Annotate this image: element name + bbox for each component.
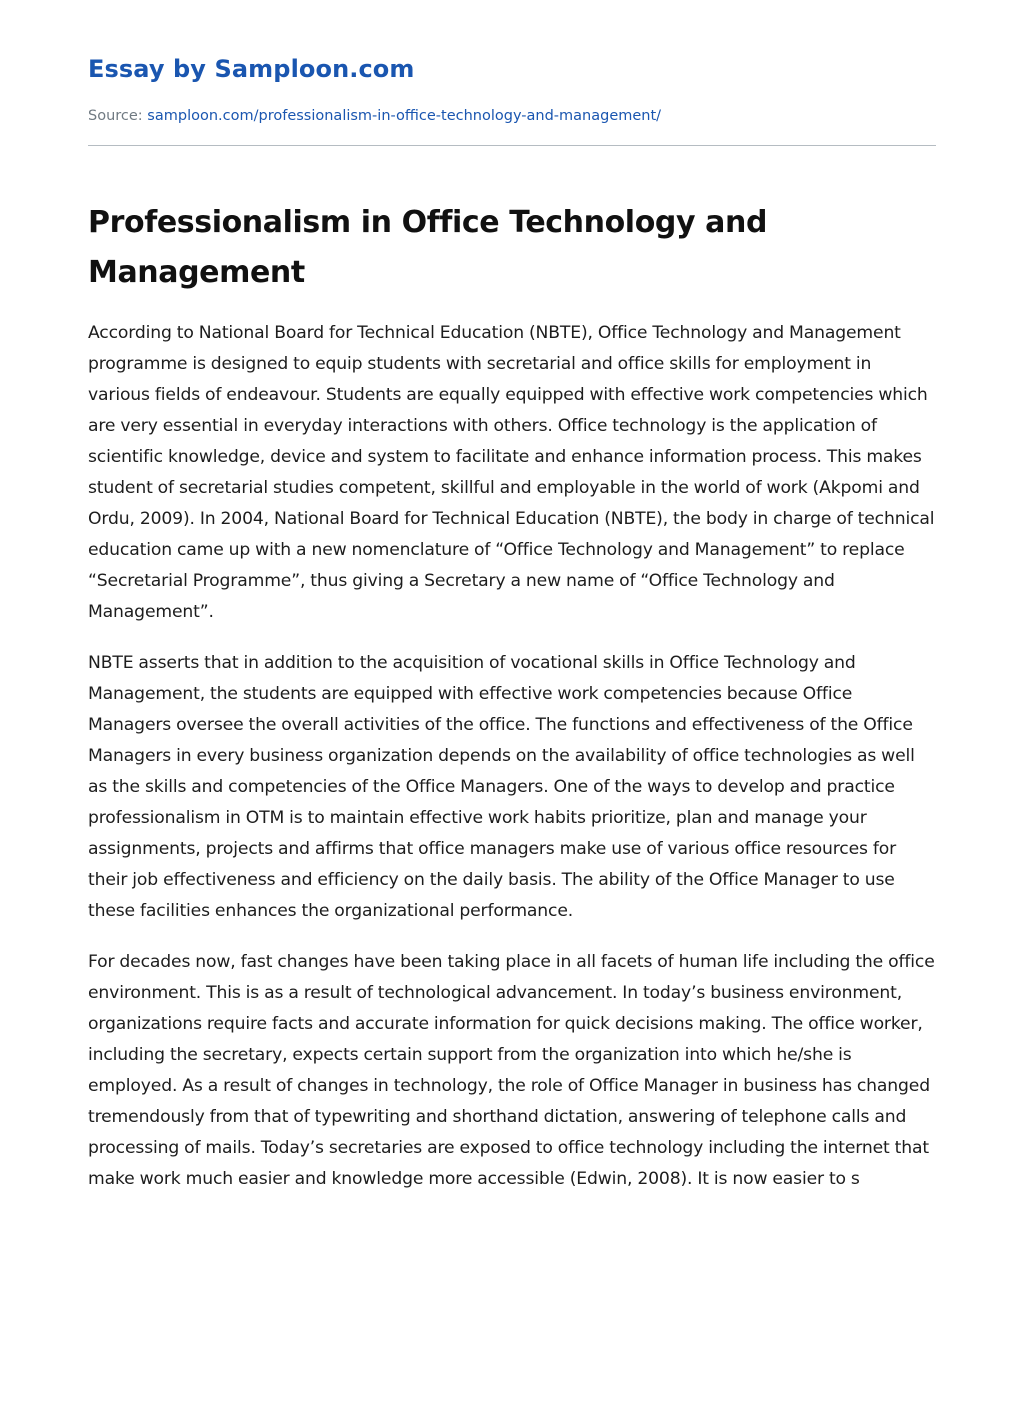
essay-body xyxy=(88,318,936,1215)
essay-paragraph-3: For decades now, fast changes have been taking place in all facets of human life including the office environment. This is as a result of technological advancement. In today’s business environment, organizations require facts and accurate information for quick decisions making. The office worker, including the secretary, expects certain support from the organization into which he/she is employed. As a result of changes in technology, the role of Office Manager in business has changed tremendously from that of typewriting and shorthand dictation, answering of telephone calls and processing of mails. Today’s secretaries are exposed to office technology including the internet that make work much easier and knowledge more accessible (Edwin, 2008). It is now easier to s xyxy=(88,952,935,1189)
source-label: Source: xyxy=(88,108,143,124)
essay-paragraph-1: According to National Board for Technical Education (NBTE), Office Technology and Management programme is designed to equip students with secretarial and office skills for employment in various fields of endeavour. Students are equally equipped with effective work competencies which are very essential in everyday interactions with others. Office technology is the application of scientific knowledge, device and system to facilitate and enhance information process. This makes student of secretarial studies competent, skillful and employable in the world of work (Akpomi and Ordu, 2009). In 2004, National Board for Technical Education (NBTE), the body in charge of technical education came up with a new nomenclature of “Office Technology and Management” to replace “Secretarial Programme”, thus giving a Secretary a new name of “Office Technology and Management”. xyxy=(88,323,935,622)
source-link[interactable]: samploon.com/professionalism-in-office-technology-and-management/ xyxy=(147,108,662,124)
header-divider xyxy=(88,145,936,146)
source-line xyxy=(88,105,661,127)
essay-paragraph-2: NBTE asserts that in addition to the acquisition of vocational skills in Office Technology and Management, the students are equipped with effective work competencies because Office Managers oversee the overall activities of the office. The functions and effectiveness of the Office Managers in every business organization depends on the availability of office technologies as well as the skills and competencies of the Office Managers. One of the ways to develop and practice professionalism in OTM is to maintain effective work habits prioritize, plan and manage your assignments, projects and affirms that office managers make use of various office resources for their job effectiveness and efficiency on the daily basis. The ability of the Office Manager to use these facilities enhances the organizational performance. xyxy=(88,653,915,921)
essay-title: Professionalism in Office Technology and Management xyxy=(88,205,768,290)
site-brand[interactable]: Essay by Samploon.com xyxy=(88,55,415,83)
